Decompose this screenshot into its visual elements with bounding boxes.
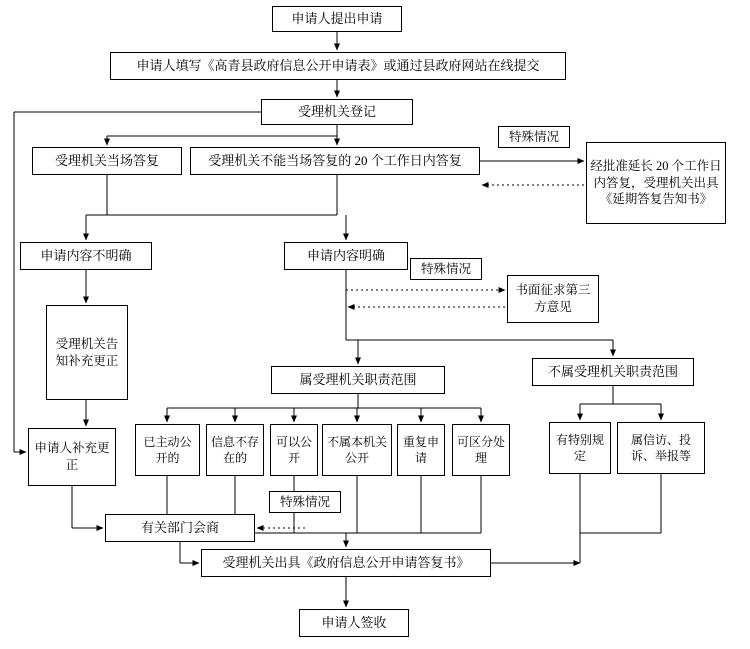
node-label: 不属本机关公开 [326,434,387,465]
node-outside-agency-scope [532,358,694,386]
node-duplicate-request [397,424,445,476]
node-issue-reply-letter [201,549,491,577]
node-reply-within-20-days [190,147,480,175]
node-petition-complaint [617,422,705,474]
node-label: 受理机关告知补充更正 [55,336,119,368]
node-separable-handling [452,424,510,476]
node-within-agency-scope [271,366,445,394]
node-label: 已主动公开的 [143,434,192,465]
node-label: 有特别规定 [555,432,604,463]
node-label: 属信访、投诉、举报等 [630,432,691,463]
node-department-consultation [105,514,255,542]
node-label: 可以公开 [275,434,312,465]
node-can-disclose [270,424,318,476]
node-special-case-2 [410,258,482,280]
node-label: 书面征求第三方意见 [515,283,591,314]
node-label: 受理机关不能当场答复的 20 个工作日内答复 [208,153,462,169]
node-label: 申请人填写《高青县政府信息公开申请表》或通过县政府网站在线提交 [136,58,540,74]
node-not-this-agency [322,424,392,476]
node-applicant-receipt [299,609,409,637]
node-label: 特殊情况 [420,261,471,276]
node-label: 受理机关当场答复 [54,153,159,169]
node-notify-supplement [46,305,128,400]
node-onsite-reply [32,147,182,175]
node-label: 申请内容不明确 [40,248,132,264]
node-agency-registration [261,99,413,125]
node-label: 有关部门会商 [140,520,219,536]
node-info-not-exist [206,424,264,476]
node-label: 受理机关出具《政府信息公开申请答复书》 [222,555,470,571]
node-content-unclear [20,242,152,270]
node-special-provisions [549,422,611,474]
node-special-case-3 [269,491,341,513]
node-label: 重复申请 [402,434,439,465]
node-label: 不属受理机关职责范围 [547,364,678,380]
node-extension-notice [586,142,726,224]
node-applicant-submit [272,6,402,32]
node-applicant-supplement [28,428,116,486]
node-label: 申请人签收 [321,615,387,631]
node-already-disclosed [135,424,200,476]
node-label: 申请人补充更正 [34,441,110,472]
node-label: 受理机关登记 [297,104,376,120]
node-fill-application-form [110,52,566,80]
node-content-clear [284,242,408,270]
node-label: 申请内容明确 [306,248,385,264]
node-label: 经批准延长 20 个工作日内答复，受理机关出具《延期答复告知书》 [590,158,722,207]
node-label: 属受理机关职责范围 [299,372,417,388]
node-label: 特殊情况 [508,129,559,144]
node-label: 特殊情况 [279,494,330,509]
node-label: 信息不存在的 [210,434,259,465]
node-special-case-1 [498,126,570,148]
node-label: 可区分处理 [456,434,505,465]
node-label: 申请人提出申请 [291,11,383,27]
node-third-party-opinion [507,275,599,323]
